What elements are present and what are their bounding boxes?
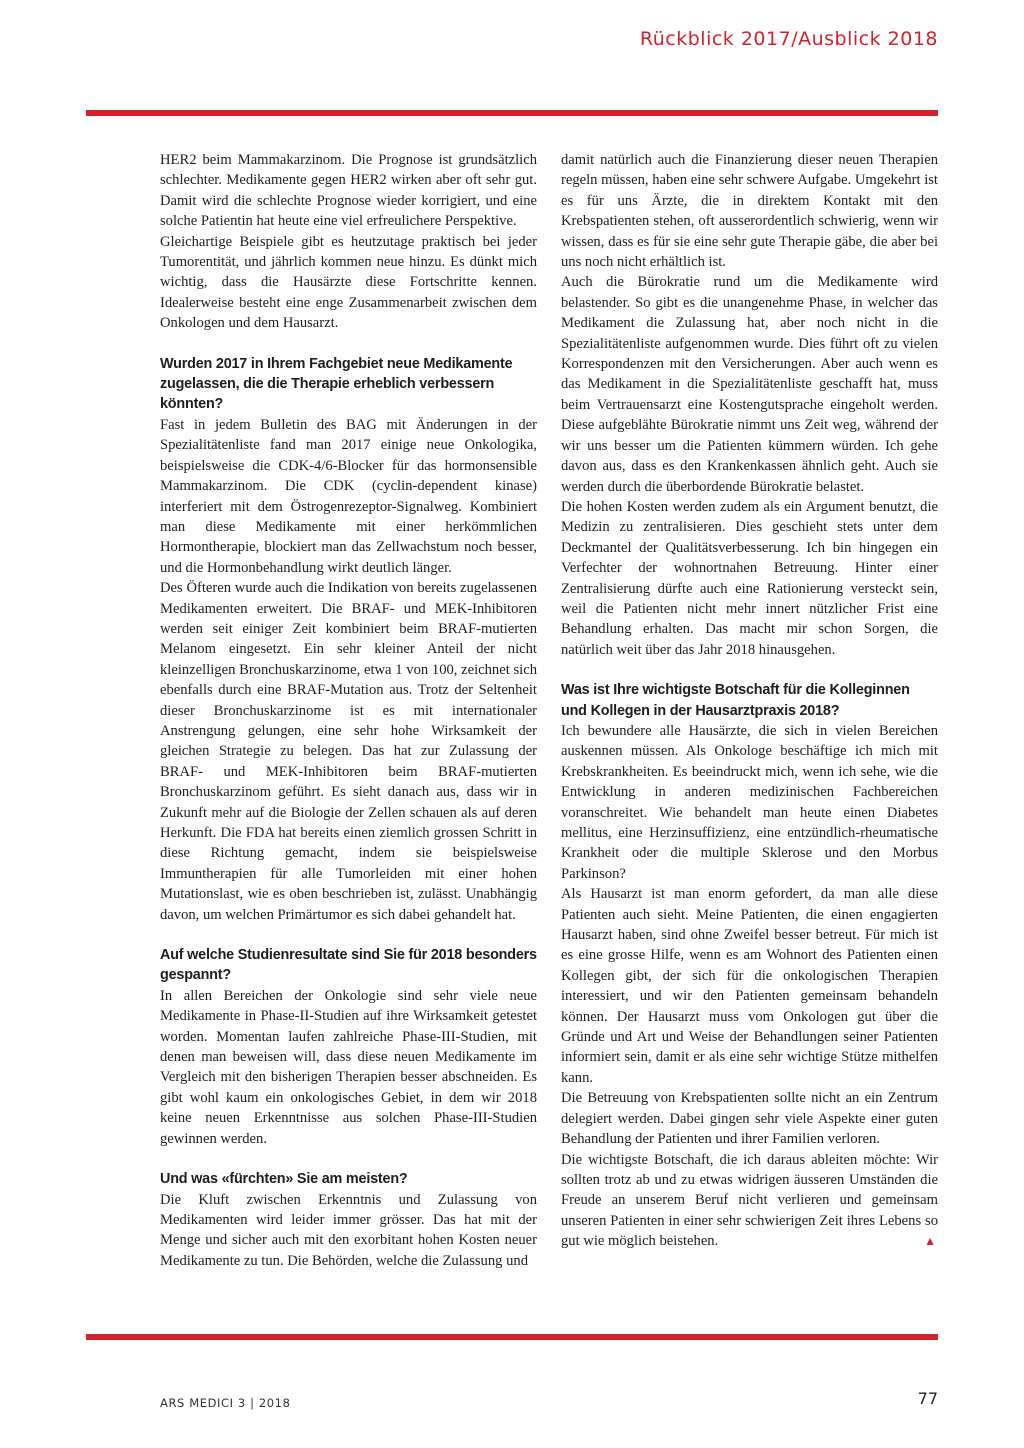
paragraph: Als Hausarzt ist man enorm gefordert, da man alle diese Patienten auch sieht. Meine Patienten, die einen engagierten Hausarzt haben, sind ohne Zweifel besser betreut. Für mich ist es eine grosse Hilfe, wenn es am Wohnort des Patienten einen Kollegen gibt, der sich für die onkologischen Therapien interessiert, und wir den Patienten gemeinsam behandeln können. Der Hausarzt muss vom Onkologen gut über die Gründe und Art und Weise der Behandlungen seiner Patienten informiert sein, damit er als eine sehr wichtige Stütze mithelfen kann. [561, 886, 938, 1086]
paragraph: In allen Bereichen der Onkologie sind sehr viele neue Medikamente in Phase-II-Studien auf ihre Wirksamkeit getestet worden. Momentan laufen zahlreiche Phase-III-Studien, mit denen man beweisen will, dass diese neuen Medikamente im Vergleich mit den bisherigen Therapien besser abschneiden. Es gibt wohl kaum ein onkologisches Gebiet, in dem wir 2018 keine neuen Erkenntnisse aus solchen Phase-III-Studien gewinnen werden. [160, 987, 537, 1147]
paragraph: Auch die Bürokratie rund um die Medikamente wird belastender. So gibt es die unangenehme Phase, in welcher das Medikament die Zulassung hat, aber noch nicht in die Spezialitätenliste aufgenommen wurde. Dies führt oft zu vielen Korrespondenzen mit den Versicherungen. Aber auch wenn es das Medikament in die Spezialitätenliste geschafft hat, muss beim Vertrauensarzt eine Kostengutsprache eingeholt werden. Diese aufgeblähte Bürokratie nimmt uns Zeit weg, während der wir uns besser um die Patienten kümmern würden. Ich gehe davon aus, dass es den Krankenkassen ähnlich geht. Auch sie werden durch die überbordende Bürokratie belastet. [561, 274, 938, 495]
paragraph: Des Öfteren wurde auch die Indikation von bereits zugelassenen Medikamenten erweitert. Die BRAF- und MEK-Inhibitoren werden seit einiger Zeit kombiniert beim BRAF-mutierten Melanom eingesetzt. Ein sehr kleiner Anteil der nicht kleinzelligen Bronchuskarzinome, etwa 1 von 100, zeichnet sich ebenfalls durch eine BRAF-Mutation aus. Trotz der Seltenheit dieser Bronchuskarzinome ist es mit internationaler Anstrengung gelungen, eine sehr hohe Wirksamkeit der gleichen Strategie zu belegen. Das hat zur Zulassung der BRAF- und MEK-Inhibitoren beim BRAF-mutierten Bronchuskarzinom geführt. Es sieht danach aus, dass wir in Zukunft mehr auf die Biologie der Zellen schauen als auf deren Herkunft. Die FDA hat bereits einen ziemlich grossen Schritt in diese Richtung gemacht, indem sie beispielsweise Immuntherapien für alle Tumorleiden mit einer hohen Mutationslast, wie es oben beschrieben ist, zulässt. Unabhängig davon, um welchen Primärtumor es sich dabei gehandelt hat. [160, 580, 537, 923]
interview-question: Und was «fürchten» Sie am meisten? [160, 1171, 408, 1188]
paragraph: Ich bewundere alle Hausärzte, die sich in vielen Bereichen auskennen müssen. Als Onkologe beschäftige ich mich mit Krebskrankheiten. Es beeindruckt mich, wenn ich sehe, wie die Entwicklung in anderen medizinischen Fachbereichen voranschreitet. Wie behandelt man heute einen Diabetes mellitus, eine Herzinsuffizienz, eine entzündlich-rheumatische Krankheit oder die multiple Sklerose und den Morbus Parkinson? [561, 722, 938, 882]
paragraph: Fast in jedem Bulletin des BAG mit Änderungen in der Spezialitätenliste fand man 2017 einige neue Onkologika, beispielsweise die CDK-4/6-Blocker für das hormonsensible Mammakarzinom. Die CDK (cyclin-dependent kinase) interferiert mit dem Östrogenrezeptor-Signalweg. Kombiniert man diese Medikamente mit einer herkömmlichen Hormontherapie, blockiert man das Zellwachstum noch besser, und die Hormonbehandlung wirkt deutlich länger. [160, 416, 537, 576]
paragraph: HER2 beim Mammakarzinom. Die Prognose ist grundsätzlich schlechter. Medikamente gegen HER2 wirken aber oft sehr gut. Damit wird die schlechte Prognose wieder korrigiert, und eine solche Patientin hat heute eine viel erfreulichere Perspektive. [160, 152, 537, 230]
article-end-triangle-icon: ▲ [924, 1234, 936, 1249]
journal-issue: ARS MEDICI 3 | 2018 [160, 1396, 291, 1410]
paragraph: Gleichartige Beispiele gibt es heutzutage praktisch bei jeder Tumorentität, und jährlich kommen neue hinzu. Es dünkt mich wichtig, dass die Hausärzte diese Fortschritte kennen. Idealerweise besteht eine enge Zusammenarbeit zwischen dem Onkologen und dem Hausarzt. [160, 233, 537, 332]
paragraph: damit natürlich auch die Finanzierung dieser neuen Therapien regeln müssen, haben eine sehr schwere Aufgabe. Umgekehrt ist es für uns Ärzte, die in direktem Kontakt mit den Krebspatienten stehen, oft ausserordentlich schwierig, wenn wir wissen, dass es für sie eine sehr gute Therapie gäbe, die aber bei uns noch nicht erhältlich ist. [561, 152, 938, 271]
running-header-title: Rückblick 2017/Ausblick 2018 [639, 28, 938, 50]
interview-question: Was ist Ihre wichtigste Botschaft für die Kolleginnen und Kollegen in der Hausarztpraxis 2018? [561, 682, 910, 719]
left-column [160, 150, 537, 1271]
right-column [561, 150, 938, 1252]
paragraph: Die Betreuung von Krebspatienten sollte nicht an ein Zentrum delegiert werden. Dabei gingen sehr viele Aspekte einer guten Behandlung der Patienten und ihrer Familien verloren. [561, 1090, 938, 1148]
interview-question: Auf welche Studienresultate sind Sie für 2018 besonders gespannt? [160, 947, 537, 984]
paragraph: Die Kluft zwischen Erkenntnis und Zulassung von Medikamenten wird leider immer grösser. Das hat mit der Menge und sicher auch mit den exorbitant hohen Kosten neuer Medikamente zu tun. Die Behörden, welche die Zulassung und [160, 1191, 537, 1269]
final-paragraph-text: Die wichtigste Botschaft, die ich daraus ableiten möchte: Wir sollten trotz ab und zu etwas widrigen äusseren Umständen die Freude an unserem Beruf nicht verlieren und gemeinsam unseren Patienten in einer sehr schwierigen Zeit ihres Lebens so gut wie möglich beistehen. [561, 1151, 938, 1250]
interview-question: Wurden 2017 in Ihrem Fachgebiet neue Medikamente zugelassen, die die Therapie erheblich verbessern könnten? [160, 355, 513, 413]
header-rule [86, 110, 938, 116]
paragraph [561, 1150, 938, 1252]
paragraph: Die hohen Kosten werden zudem als ein Argument benutzt, die Medizin zu zentralisieren. Dies geschieht stets unter dem Deckmantel der Qualitätsverbesserung. Ich bin hingegen ein Verfechter der wohnortnahen Betreuung. Hinter einer Zentralisierung dürfte auch eine Rationierung versteckt sein, weil die Patienten nicht mehr innert nützlicher Frist eine Behandlung erhalten. Das macht mir schon Sorgen, die natürlich weit über das Jahr 2018 hinausgehen. [561, 498, 938, 658]
page-number: 77 [917, 1389, 938, 1408]
footer-rule [86, 1334, 938, 1340]
